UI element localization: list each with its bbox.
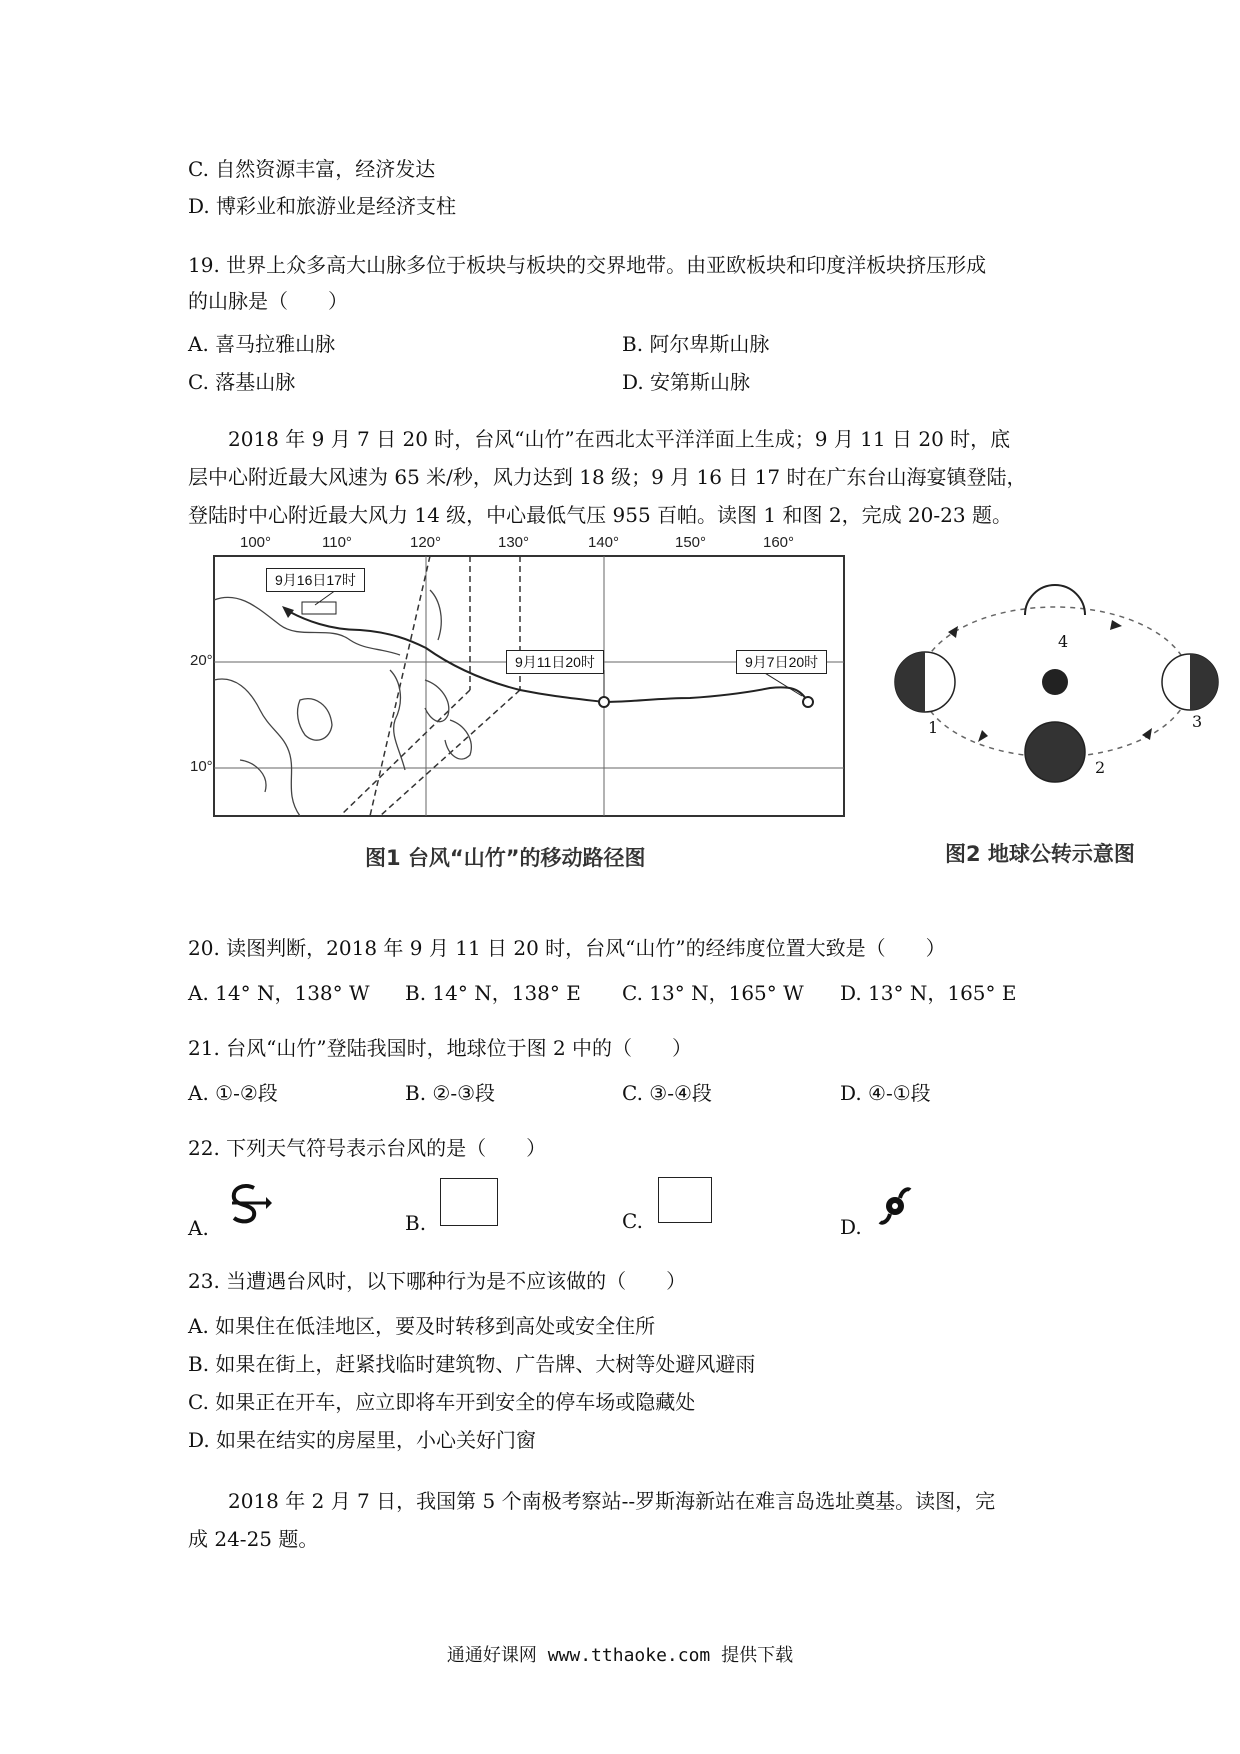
lon-label-130: 130°	[498, 534, 530, 551]
earth-position-2-icon	[1025, 722, 1085, 782]
lon-label-100: 100°	[240, 534, 272, 551]
lat-label-10: 10°	[190, 758, 213, 775]
q19-option-b: B. 阿尔卑斯山脉	[622, 332, 770, 356]
q23-stem: 23. 当遭遇台风时，以下哪种行为是不应该做的（ ）	[188, 1269, 687, 1293]
q20-stem: 20. 读图判断，2018 年 9 月 11 日 20 时，台风“山竹”的经纬度位置大致是（ ）	[188, 936, 946, 960]
q20-option-c: C. 13° N，165° W	[622, 981, 804, 1005]
q23-option-c: C. 如果正在开车，应立即将车开到安全的停车场或隐藏处	[188, 1390, 696, 1414]
q21-option-b: B. ②-③段	[405, 1081, 496, 1105]
q21-option-a: A. ①-②段	[188, 1081, 278, 1105]
label-position-1: 1	[928, 718, 939, 737]
label-sep11-time: 9月11日20时	[506, 650, 604, 674]
q22-option-b: B.	[405, 1211, 427, 1235]
gale-symbol-icon	[224, 1178, 274, 1228]
q23-option-b: B. 如果在街上，赶紧找临时建筑物、广告牌、大树等处避风避雨	[188, 1352, 756, 1376]
q22-option-d: D.	[840, 1215, 862, 1239]
q22-stem: 22. 下列天气符号表示台风的是（ ）	[188, 1136, 547, 1160]
earth-position-4-icon	[1025, 585, 1085, 615]
label-position-2: 2	[1095, 758, 1106, 777]
q21-option-c: C. ③-④段	[622, 1081, 712, 1105]
q20-option-d: D. 13° N，165° E	[840, 981, 1017, 1005]
q23-option-d: D. 如果在结实的房屋里，小心关好门窗	[188, 1428, 537, 1452]
q19-stem-line2: 的山脉是（ ）	[188, 289, 348, 313]
q20-option-b: B. 14° N，138° E	[405, 981, 581, 1005]
lon-label-120: 120°	[410, 534, 442, 551]
q19-option-d: D. 安第斯山脉	[622, 370, 751, 394]
typhoon-symbol-icon	[878, 1186, 912, 1226]
blank-symbol-box-b	[440, 1178, 498, 1226]
earth-position-1-icon	[895, 652, 955, 712]
label-sep7-time: 9月7日20时	[736, 650, 827, 674]
q22-option-a: A.	[188, 1216, 209, 1240]
q21-option-d: D. ④-①段	[840, 1081, 931, 1105]
earth-position-3-icon	[1162, 654, 1218, 710]
intro1-line1: 2018 年 9 月 7 日 20 时，台风“山竹”在西北太平洋洋面上生成；9 月 11 日 20 时，底	[228, 427, 1011, 451]
figure2-earth-revolution-diagram	[890, 570, 1220, 790]
intro2-line1: 2018 年 2 月 7 日，我国第 5 个南极考察站--罗斯海新站在难言岛选址奠基。读图，完	[228, 1489, 996, 1513]
lat-label-20: 20°	[190, 652, 213, 669]
intro2-line2: 成 24-25 题。	[188, 1527, 319, 1551]
q18-option-d: D. 博彩业和旅游业是经济支柱	[188, 194, 457, 218]
q18-option-c: C. 自然资源丰富，经济发达	[188, 157, 436, 181]
page-footer: 通通好课网 www.tthaoke.com 提供下载	[446, 1645, 794, 1666]
label-position-4: 4	[1058, 632, 1069, 651]
intro1-line2: 层中心附近最大风速为 65 米/秒，风力达到 18 级；9 月 16 日 17 时在广东台山海宴镇登陆，	[188, 465, 1027, 489]
label-landfall-time: 9月16日17时	[266, 568, 365, 592]
lon-label-110: 110°	[322, 534, 352, 551]
sun-icon	[1042, 669, 1068, 695]
figure2-caption: 图2 地球公转示意图	[945, 842, 1135, 866]
lon-label-160: 160°	[763, 534, 795, 551]
q19-option-a: A. 喜马拉雅山脉	[188, 332, 336, 356]
q20-option-a: A. 14° N，138° W	[188, 981, 370, 1005]
orbit-drawing	[890, 570, 1220, 790]
blank-symbol-box-c	[658, 1177, 712, 1223]
figure1-caption: 图1 台风“山竹”的移动路径图	[365, 846, 646, 870]
q22-option-c: C.	[622, 1209, 643, 1233]
figure1-typhoon-track-map	[190, 530, 870, 830]
q19-stem-line1: 19. 世界上众多高大山脉多位于板块与板块的交界地带。由亚欧板块和印度洋板块挤压形成	[188, 253, 987, 277]
q19-option-c: C. 落基山脉	[188, 370, 296, 394]
q21-stem: 21. 台风“山竹”登陆我国时，地球位于图 2 中的（ ）	[188, 1036, 693, 1060]
intro1-line3: 登陆时中心附近最大风力 14 级，中心最低气压 955 百帕。读图 1 和图 2，完成 20-23 题。	[188, 503, 1012, 527]
q23-option-a: A. 如果住在低洼地区，要及时转移到高处或安全住所	[188, 1314, 656, 1338]
label-position-3: 3	[1192, 712, 1203, 731]
lon-label-140: 140°	[588, 534, 620, 551]
lon-label-150: 150°	[675, 534, 707, 551]
